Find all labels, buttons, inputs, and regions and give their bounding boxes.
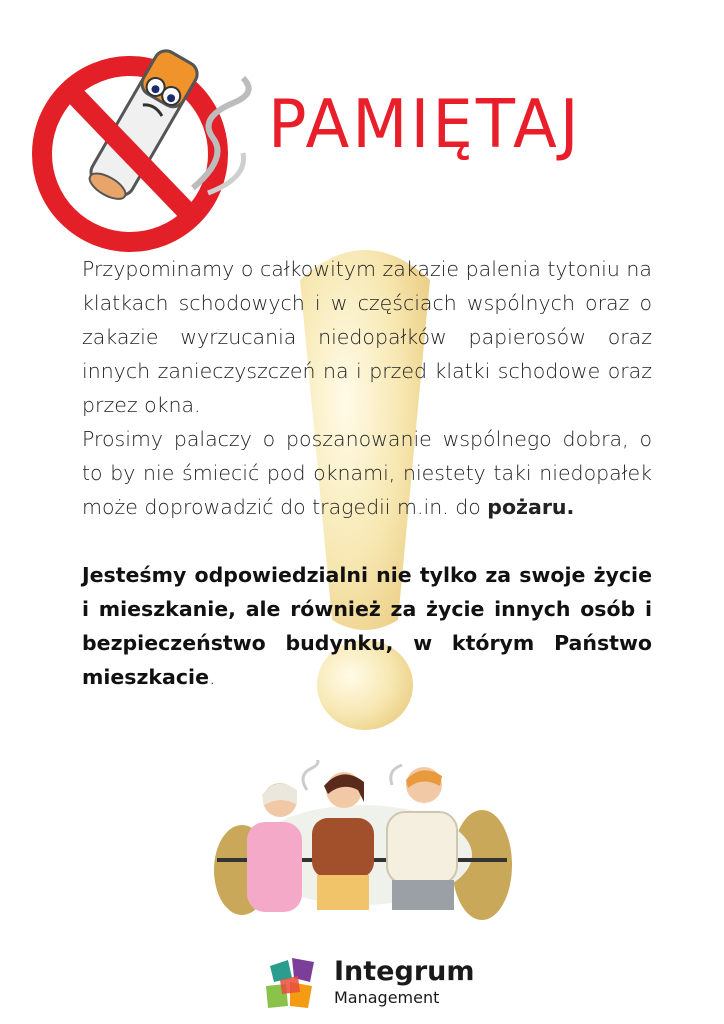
- paragraph-1: Przypominamy o całkowitym zakazie palenia tytoniu na klatkach schodowych i w częściach wspólnych oraz o zakazie wyrzucania niedopałków papierosów oraz innych zanieczyszczeń na i przed klatki schodowe oraz przez okna.: [82, 257, 652, 417]
- logo-name: Integrum: [334, 956, 475, 987]
- paragraph-3: [82, 558, 652, 694]
- logo-subtitle: Management: [334, 988, 440, 1007]
- paragraph-2-bold: pożaru.: [487, 495, 575, 519]
- integrum-logo-icon: [262, 958, 328, 1010]
- paragraph-3-end: .: [208, 665, 216, 689]
- page-title: PAMIĘTAJ: [268, 86, 582, 164]
- paragraph-2-text: Prosimy palaczy o poszanowanie wspólnego dobra, o to by nie śmiecić pod oknami, niestety taki niedopałek może doprowadzić do tragedii m.in. do: [82, 427, 652, 519]
- smokers-illustration: [212, 760, 512, 920]
- no-smoking-icon: [28, 28, 278, 253]
- paragraph-2: [82, 422, 652, 524]
- paragraph-3-text: Jesteśmy odpowiedzialni nie tylko za swoje życie i mieszkanie, ale również za życie innych osób i bezpieczeństwo budynku, w którym Państwo mieszkacie: [82, 563, 652, 689]
- body-text: [82, 252, 652, 694]
